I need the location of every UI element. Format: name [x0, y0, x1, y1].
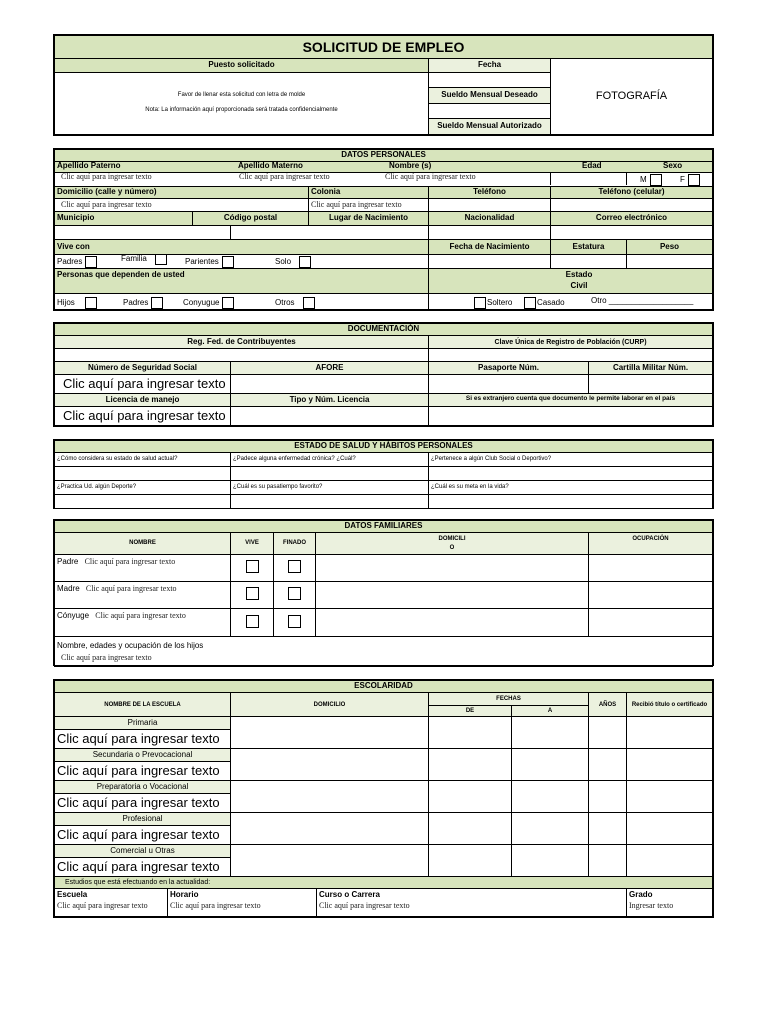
- nivel-comercial-de[interactable]: [429, 844, 512, 876]
- nivel-comercial-label: Comercial u Otras: [55, 844, 231, 857]
- curp-label: Clave Única de Registro de Población (CURP): [429, 336, 713, 349]
- apellido-materno-field[interactable]: Clic aquí para ingresar texto: [239, 172, 330, 182]
- fotografia-box: FOTOGRAFÍA: [551, 59, 713, 135]
- nivel-preparatoria-titulo[interactable]: [627, 780, 713, 812]
- correo-field[interactable]: [551, 226, 713, 240]
- celular-field[interactable]: [551, 199, 713, 212]
- sexo-label: Sexo: [663, 161, 683, 170]
- actual-escuela-label: Escuela: [57, 890, 88, 900]
- rfc-field[interactable]: [55, 349, 429, 362]
- actual-escuela-field[interactable]: Clic aquí para ingresar texto: [57, 901, 148, 911]
- nivel-preparatoria-field[interactable]: Clic aquí para ingresar texto: [55, 794, 231, 813]
- civil-casado-checkbox[interactable]: [524, 297, 536, 309]
- estado-civil-label-1: Estado: [565, 270, 593, 280]
- dep-otros: Otros: [275, 297, 315, 309]
- sexo-f-checkbox[interactable]: [688, 174, 700, 186]
- documentacion-section: [53, 322, 714, 427]
- nivel-comercial-field[interactable]: Clic aquí para ingresar texto: [55, 858, 231, 877]
- esc-anos-header: AÑOS: [589, 693, 627, 717]
- nivel-preparatoria-domicilio[interactable]: [231, 780, 429, 812]
- nivel-preparatoria-de[interactable]: [429, 780, 512, 812]
- salud-q1-label: ¿Cómo considera su estado de salud actual?: [55, 453, 231, 467]
- datos-personales-title: DATOS PERSONALES: [55, 150, 713, 162]
- civil-soltero: Soltero: [474, 297, 512, 309]
- salud-q4-label: ¿Practica Ud. algún Deporte?: [55, 481, 231, 495]
- municipio-label: Municipio: [55, 211, 193, 226]
- vive-con-label: Vive con: [55, 239, 429, 254]
- esc-titulo-header: Recibió título o certificado: [627, 693, 713, 717]
- actual-curso-field[interactable]: Clic aquí para ingresar texto: [319, 901, 410, 911]
- nivel-comercial-anos[interactable]: [589, 844, 627, 876]
- escolaridad-title: ESCOLARIDAD: [55, 681, 713, 693]
- salud-q5-label: ¿Cuál es su pasatiempo favorito?: [231, 481, 429, 495]
- nivel-profesional-titulo[interactable]: [627, 812, 713, 844]
- cartilla-field[interactable]: [589, 375, 713, 393]
- fam-conyuge-ocupacion[interactable]: [589, 609, 713, 637]
- telefono-label: Teléfono: [429, 186, 551, 199]
- civil-otro[interactable]: Otro ___________________: [591, 295, 694, 305]
- fecha-field[interactable]: [429, 72, 551, 87]
- nivel-secundaria-label: Secundaria o Prevocacional: [55, 748, 231, 761]
- fam-madre-label: Madre: [57, 584, 80, 593]
- esc-fechas-header: FECHAS: [429, 693, 589, 705]
- licencia-field[interactable]: Clic aquí para ingresar texto: [55, 406, 231, 425]
- vive-familia: Familia: [121, 254, 167, 265]
- fam-conyuge-domicilio[interactable]: [316, 609, 589, 637]
- tipo-licencia-label: Tipo y Núm. Licencia: [231, 393, 429, 406]
- pasaporte-field[interactable]: [429, 375, 589, 393]
- licencia-label: Licencia de manejo: [55, 393, 231, 406]
- actual-horario-label: Horario: [170, 890, 199, 900]
- nivel-primaria-a[interactable]: [512, 717, 589, 749]
- nivel-secundaria-de[interactable]: [429, 748, 512, 780]
- rfc-label: Reg. Fed. de Contribuyentes: [55, 336, 429, 349]
- sueldo-deseado-field[interactable]: [429, 103, 551, 118]
- vive-solo: Solo: [275, 256, 311, 268]
- nombres-label: Nombre (s): [389, 161, 432, 170]
- nota-confidencial: Nota: La información aquí proporcionada será tratada confidencialmente: [145, 107, 338, 114]
- fam-madre-vive-checkbox[interactable]: [246, 587, 259, 600]
- puesto-field[interactable]: [55, 72, 429, 134]
- nivel-primaria-domicilio[interactable]: [231, 717, 429, 749]
- fam-madre-ocupacion[interactable]: [589, 582, 713, 609]
- nivel-primaria-label: Primaria: [55, 717, 231, 730]
- domicilio-label: Domicilio (calle y número): [55, 186, 309, 199]
- nivel-secundaria-a[interactable]: [512, 748, 589, 780]
- fam-madre-field[interactable]: Clic aquí para ingresar texto: [85, 584, 177, 593]
- estado-civil-label-2: Civil: [570, 281, 588, 291]
- nivel-comercial-domicilio[interactable]: [231, 844, 429, 876]
- vive-padres: Padres: [57, 256, 97, 268]
- nombres-field[interactable]: Clic aquí para ingresar texto: [385, 172, 476, 182]
- esc-escuela-header: NOMBRE DE LA ESCUELA: [55, 693, 231, 717]
- vive-parientes: Parientes: [185, 256, 234, 268]
- municipio-field[interactable]: [55, 226, 231, 240]
- fam-conyuge-label: Cónyuge: [57, 611, 90, 620]
- documentacion-title: DOCUMENTACIÓN: [55, 324, 713, 336]
- fam-vive-header: VIVE: [231, 533, 274, 555]
- colonia-label: Colonia: [309, 186, 429, 199]
- salud-q3-label: ¿Pertenece a algún Club Social o Deportivo?: [429, 453, 713, 467]
- nivel-profesional-label: Profesional: [55, 812, 231, 825]
- fam-padre-field[interactable]: Clic aquí para ingresar texto: [84, 557, 176, 566]
- vive-parientes-checkbox[interactable]: [222, 256, 234, 268]
- pasaporte-label: Pasaporte Núm.: [429, 362, 589, 375]
- sueldo-deseado-label: Sueldo Mensual Deseado: [429, 87, 551, 103]
- apellido-paterno-field[interactable]: Clic aquí para ingresar texto: [61, 172, 152, 182]
- fam-conyuge-vive-checkbox[interactable]: [246, 615, 259, 628]
- salud-section: [53, 439, 714, 509]
- sexo-m: M: [640, 174, 662, 186]
- escolaridad-section: [53, 679, 714, 918]
- dep-otros-checkbox[interactable]: [303, 297, 315, 309]
- fam-hijos-label: Nombre, edades y ocupación de los hijos: [57, 640, 204, 650]
- tipo-licencia-field[interactable]: [231, 406, 429, 425]
- edad-label: Edad: [582, 161, 602, 170]
- nivel-primaria-titulo[interactable]: [627, 717, 713, 749]
- fam-finado-header: FINADO: [274, 533, 316, 555]
- fecha-label: Fecha: [429, 59, 551, 73]
- celular-label: Teléfono (celular): [551, 186, 713, 199]
- estatura-label: Estatura: [551, 239, 627, 254]
- nivel-preparatoria-anos[interactable]: [589, 780, 627, 812]
- correo-label: Correo electrónico: [551, 211, 713, 226]
- nacionalidad-field[interactable]: [429, 226, 551, 240]
- salud-q3-field[interactable]: [429, 467, 713, 481]
- dependen-label: Personas que dependen de usted: [55, 269, 429, 294]
- estatura-field[interactable]: [551, 254, 627, 269]
- dep-padres: Padres: [123, 297, 163, 309]
- fam-ocupacion-header: OCUPACIÓN: [589, 533, 713, 555]
- domicilio-field[interactable]: Clic aquí para ingresar texto: [55, 199, 309, 212]
- dep-conyugue: Conyugue: [183, 297, 234, 309]
- cp-label: Código postal: [193, 211, 309, 226]
- peso-label: Peso: [627, 239, 713, 254]
- fam-conyuge-field[interactable]: Clic aquí para ingresar texto: [95, 611, 186, 620]
- nivel-profesional-field[interactable]: Clic aquí para ingresar texto: [55, 826, 231, 845]
- vive-solo-checkbox[interactable]: [299, 256, 311, 268]
- nivel-profesional-a[interactable]: [512, 812, 589, 844]
- fam-madre-domicilio[interactable]: [316, 582, 589, 609]
- actual-grado-field[interactable]: Ingresar texto: [629, 901, 674, 911]
- fam-padre-ocupacion[interactable]: [589, 555, 713, 582]
- colonia-field[interactable]: Clic aquí para ingresar texto: [309, 199, 429, 212]
- civil-soltero-checkbox[interactable]: [474, 297, 486, 309]
- nivel-secundaria-titulo[interactable]: [627, 748, 713, 780]
- fam-domicilio-header: DOMICILI O: [316, 533, 589, 555]
- extranjero-label: Si es extranjero cuenta que documento le permite laborar en el país: [429, 393, 713, 406]
- peso-field[interactable]: [627, 254, 713, 269]
- actual-curso-label: Curso o Carrera: [319, 890, 380, 900]
- fam-padre-vive-checkbox[interactable]: [246, 560, 259, 573]
- nacionalidad-label: Nacionalidad: [429, 211, 551, 226]
- apellido-paterno-label: Apellido Paterno: [57, 161, 121, 170]
- sexo-m-checkbox[interactable]: [650, 174, 662, 186]
- familiares-title: DATOS FAMILIARES: [55, 521, 713, 533]
- puesto-label: Puesto solicitado: [55, 59, 429, 73]
- salud-q6-label: ¿Cuál es su meta en la vida?: [429, 481, 713, 495]
- fecha-nac-label: Fecha de Nacimiento: [429, 239, 551, 254]
- salud-q5-field[interactable]: [231, 495, 429, 509]
- salud-title: ESTADO DE SALUD Y HÁBITOS PERSONALES: [55, 441, 713, 453]
- vive-familia-checkbox[interactable]: [155, 254, 167, 265]
- salud-q4-field[interactable]: [55, 495, 231, 509]
- nss-label: Número de Seguridad Social: [55, 362, 231, 375]
- dep-padres-checkbox[interactable]: [151, 297, 163, 309]
- fam-padre-finado-checkbox[interactable]: [288, 560, 301, 573]
- salud-q6-field[interactable]: [429, 495, 713, 509]
- actual-grado-label: Grado: [629, 890, 653, 900]
- familiares-section: [53, 519, 714, 666]
- datos-personales-section: [53, 148, 714, 311]
- afore-label: AFORE: [231, 362, 429, 375]
- esc-domicilio-header: DOMICILIO: [231, 693, 429, 717]
- fam-padre-label: Padre: [57, 557, 79, 566]
- fam-hijos-field[interactable]: Clic aquí para ingresar texto: [61, 652, 152, 662]
- nota-letra-molde: Favor de llenar esta solicitud con letra de molde: [177, 91, 306, 98]
- cp-field[interactable]: [231, 226, 429, 240]
- fam-madre-finado-checkbox[interactable]: [288, 587, 301, 600]
- curp-field[interactable]: [429, 349, 713, 362]
- nivel-comercial-titulo[interactable]: [627, 844, 713, 876]
- nivel-profesional-domicilio[interactable]: [231, 812, 429, 844]
- dep-conyugue-checkbox[interactable]: [222, 297, 234, 309]
- salud-q1-field[interactable]: [55, 467, 231, 481]
- estudios-actuales-label: Estudios que está efectuando en la actualidad:: [55, 876, 713, 888]
- header-section: [53, 34, 714, 136]
- nivel-preparatoria-a[interactable]: [512, 780, 589, 812]
- extranjero-field[interactable]: [429, 406, 713, 425]
- dep-hijos-checkbox[interactable]: [85, 297, 97, 309]
- lugar-nac-label: Lugar de Nacimiento: [309, 211, 429, 226]
- nivel-primaria-field[interactable]: Clic aquí para ingresar texto: [55, 730, 231, 749]
- fam-row-madre: [55, 582, 713, 609]
- salud-q2-label: ¿Padece alguna enfermedad crónica? ¿Cuál?: [231, 453, 429, 467]
- nivel-comercial-a[interactable]: [512, 844, 589, 876]
- nivel-preparatoria-label: Preparatoria o Vocacional: [55, 780, 231, 793]
- fam-row-padre: [55, 555, 713, 582]
- nivel-secundaria-domicilio[interactable]: [231, 748, 429, 780]
- salud-q2-field[interactable]: [231, 467, 429, 481]
- civil-casado: Casado: [524, 297, 565, 309]
- nivel-secundaria-anos[interactable]: [589, 748, 627, 780]
- dep-hijos: Hijos: [57, 297, 97, 309]
- nivel-profesional-anos[interactable]: [589, 812, 627, 844]
- nivel-primaria-anos[interactable]: [589, 717, 627, 749]
- fam-padre-domicilio[interactable]: [316, 555, 589, 582]
- afore-field[interactable]: [231, 375, 429, 393]
- sexo-f: F: [680, 174, 700, 186]
- apellido-materno-label: Apellido Materno: [238, 161, 303, 170]
- nivel-primaria-de[interactable]: [429, 717, 512, 749]
- cartilla-label: Cartilla Militar Núm.: [589, 362, 713, 375]
- esc-de-header: DE: [429, 705, 512, 716]
- fam-conyuge-finado-checkbox[interactable]: [288, 615, 301, 628]
- esc-a-header: A: [512, 705, 589, 716]
- vive-padres-checkbox[interactable]: [85, 256, 97, 268]
- telefono-field[interactable]: [429, 199, 551, 212]
- nivel-profesional-de[interactable]: [429, 812, 512, 844]
- fecha-nac-field[interactable]: [429, 254, 551, 269]
- fam-row-conyuge: [55, 609, 713, 637]
- nivel-secundaria-field[interactable]: Clic aquí para ingresar texto: [55, 762, 231, 781]
- actual-horario-field[interactable]: Clic aquí para ingresar texto: [170, 901, 261, 911]
- sueldo-autorizado-label: Sueldo Mensual Autorizado: [429, 118, 551, 134]
- form-title: SOLICITUD DE EMPLEO: [55, 36, 713, 59]
- fam-nombre-header: NOMBRE: [55, 533, 231, 555]
- nss-field[interactable]: Clic aquí para ingresar texto: [55, 375, 231, 393]
